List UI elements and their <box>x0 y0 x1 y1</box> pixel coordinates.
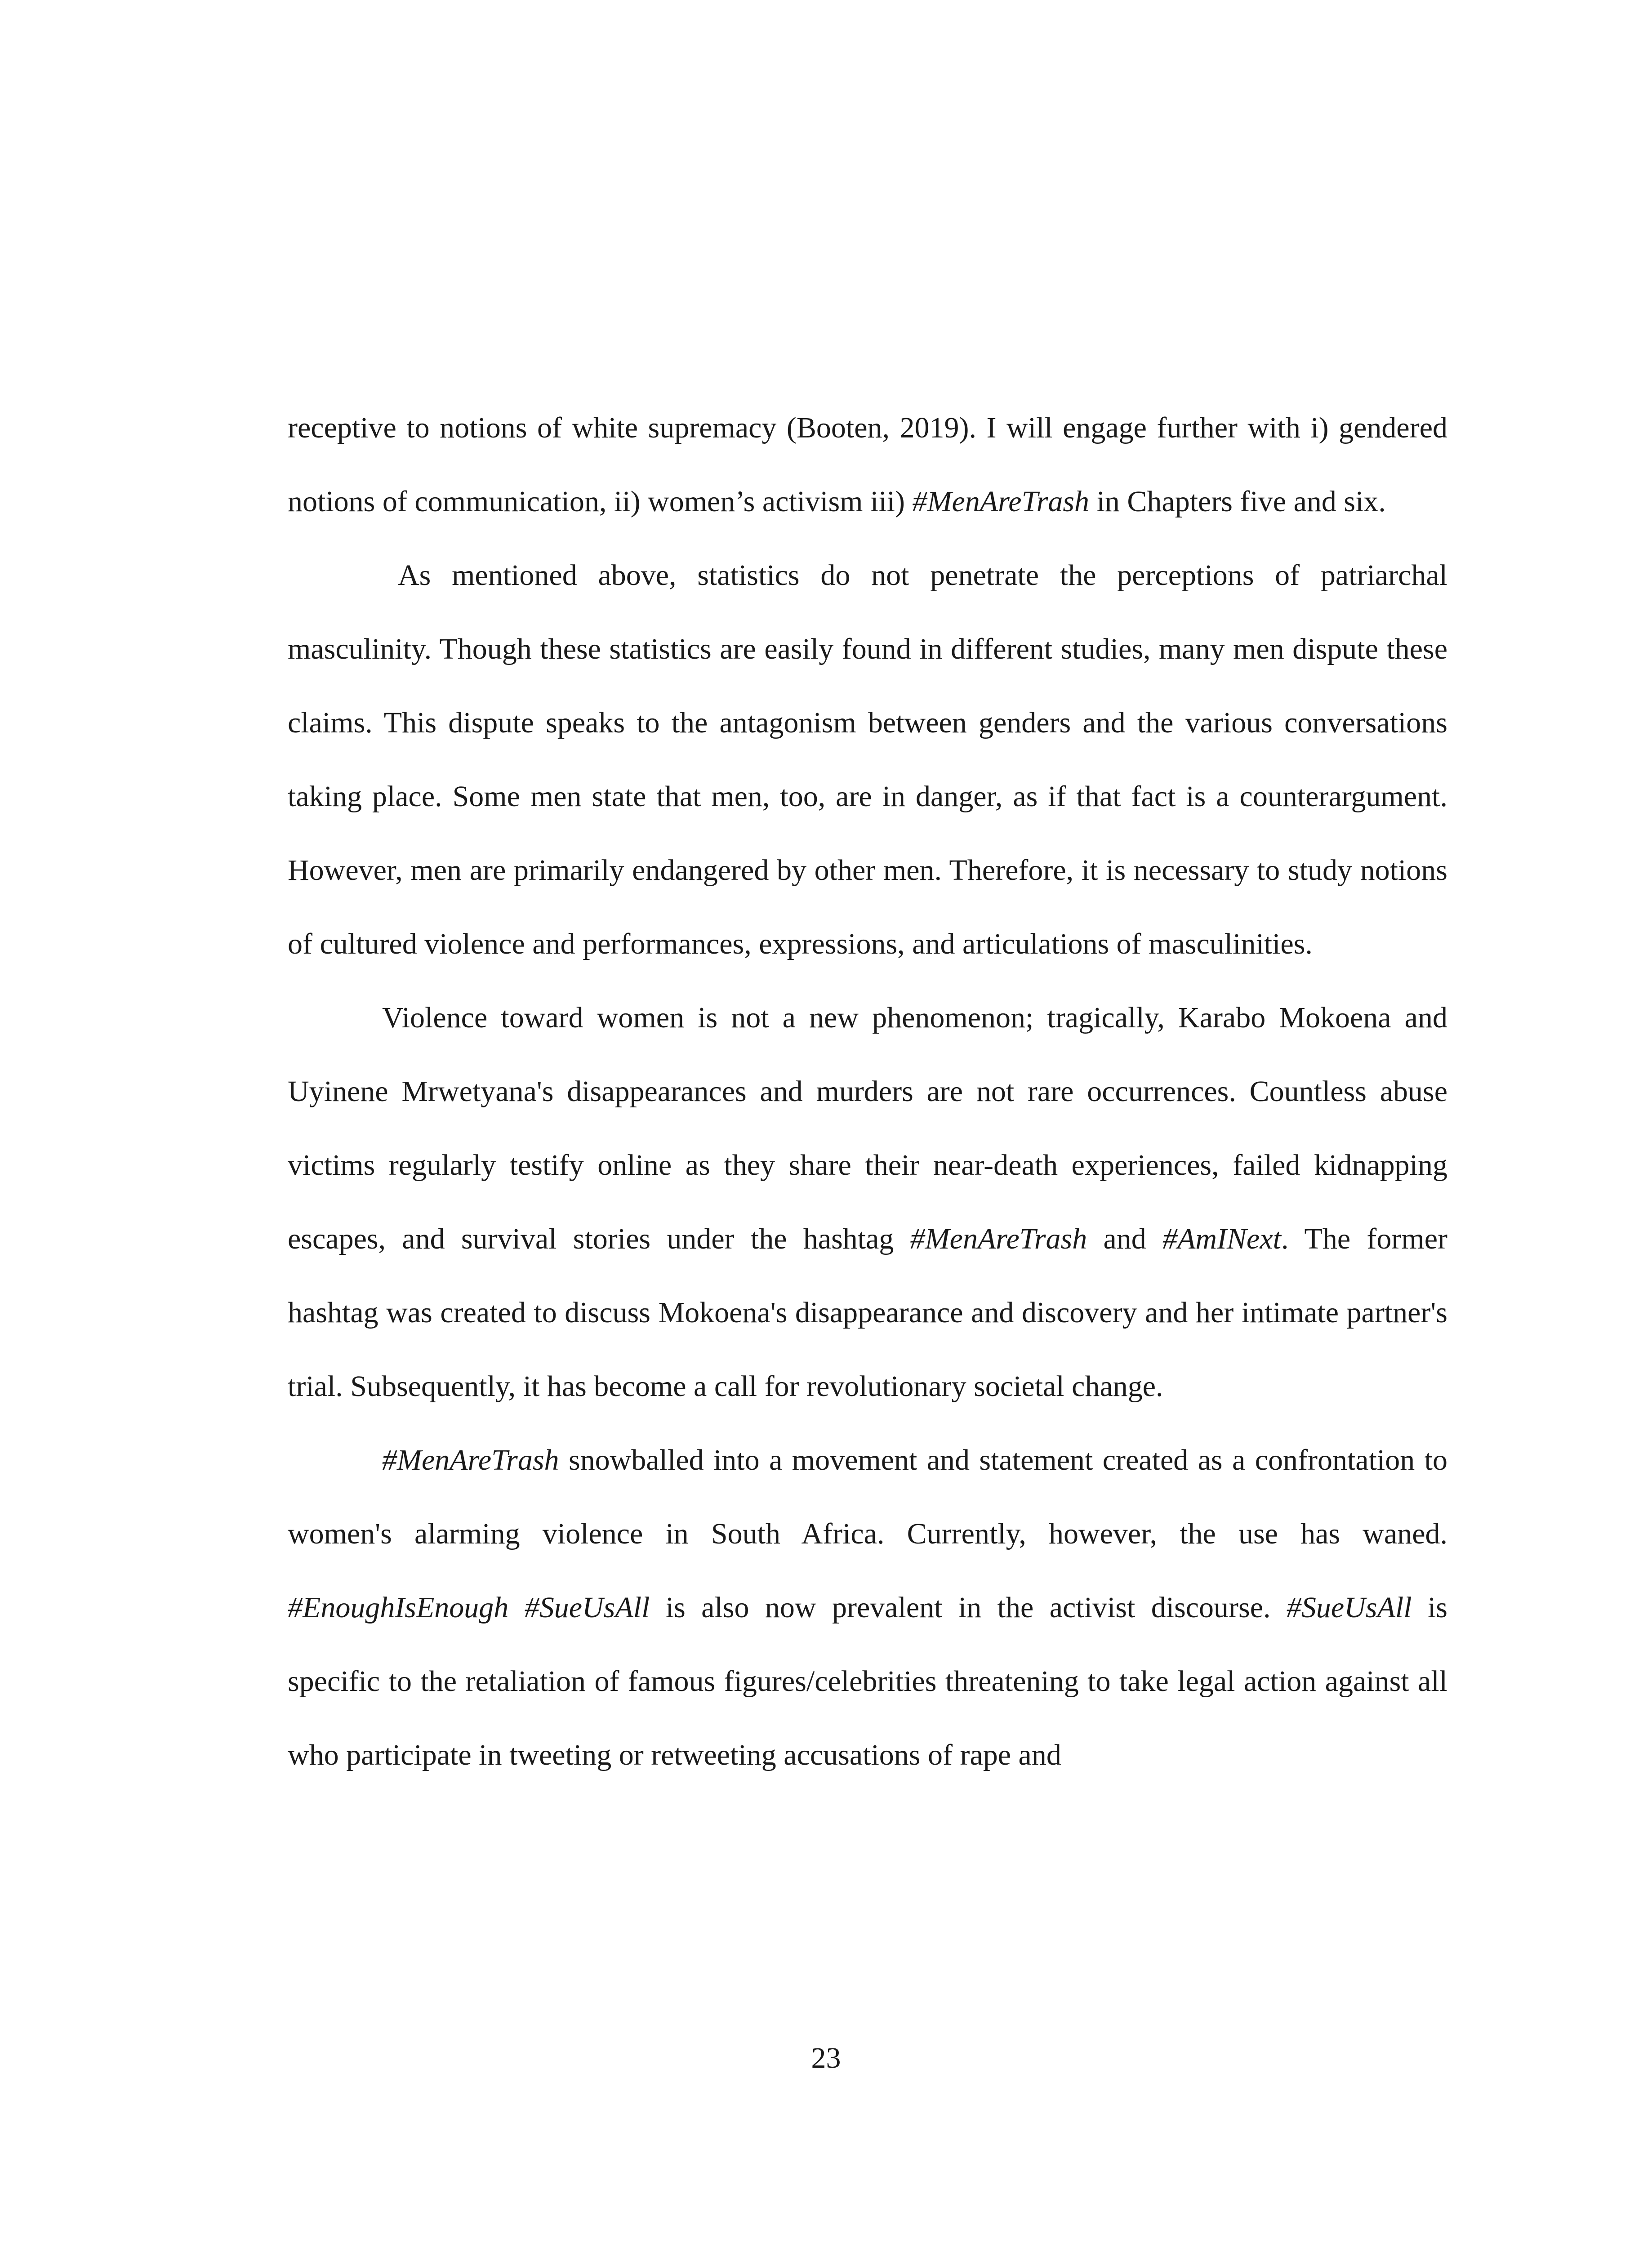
text-segment: and <box>1087 1222 1163 1255</box>
hashtag-enough-is-enough-sue-us-all: #EnoughIsEnough #SueUsAll <box>288 1591 650 1624</box>
paragraph-2 <box>288 539 1447 981</box>
hashtag-men-are-trash: #MenAreTrash <box>910 1222 1087 1255</box>
page-number: 23 <box>811 2042 841 2074</box>
hashtag-men-are-trash: #MenAreTrash <box>912 485 1090 518</box>
hashtag-men-are-trash: #MenAreTrash <box>382 1444 559 1476</box>
text-segment: Violence toward women is not a new phenomenon; tragically, Karabo Mokoena and Uyinene Mrwetyana's disappearances and murders are not rare occurrences. Countless abuse victims regularly testify online as they share their near-death experiences, failed kidnapping escapes, and survival stories under the hashtag <box>288 1001 1447 1255</box>
paragraph-1 <box>288 391 1447 539</box>
body-text <box>288 391 1447 1792</box>
paragraph-3 <box>288 981 1447 1423</box>
text-segment: is also now prevalent in the activist discourse. <box>650 1591 1287 1624</box>
hashtag-am-i-next: #AmINext <box>1162 1222 1281 1255</box>
text-segment: is specific to the retaliation of famous figures/celebrities threatening to take legal action against all who participate in tweeting or retweeting accusations of rape and <box>288 1591 1447 1771</box>
text-segment: in Chapters five and six. <box>1089 485 1386 518</box>
text-segment: snowballed into a movement and statement created as a confrontation to women's alarming violence in South Africa. Currently, however, the use has waned. <box>288 1444 1447 1550</box>
hashtag-sue-us-all: #SueUsAll <box>1286 1591 1412 1624</box>
text-segment: receptive to notions of white supremacy (Booten, 2019). I will engage further with i) gendered notions of communication, ii) women’s activism iii) <box>288 411 1447 518</box>
text-segment: As mentioned above, statistics do not penetrate the perceptions of patriarchal masculinity. Though these statistics are easily found in different studies, many men dispute these claims. This dispute speaks to the antagonism between genders and the various conversations taking place. Some men state that men, too, are in danger, as if that fact is a counterargument. However, men are primarily endangered by other men. Therefore, it is necessary to study notions of cultured violence and performances, expressions, and articulations of masculinities. <box>288 559 1447 960</box>
paragraph-4 <box>288 1423 1447 1792</box>
text-segment: . The former hashtag was created to discuss Mokoena's disappearance and discovery and her intimate partner's trial. Subsequently, it has become a call for revolutionary societal change. <box>288 1222 1447 1403</box>
